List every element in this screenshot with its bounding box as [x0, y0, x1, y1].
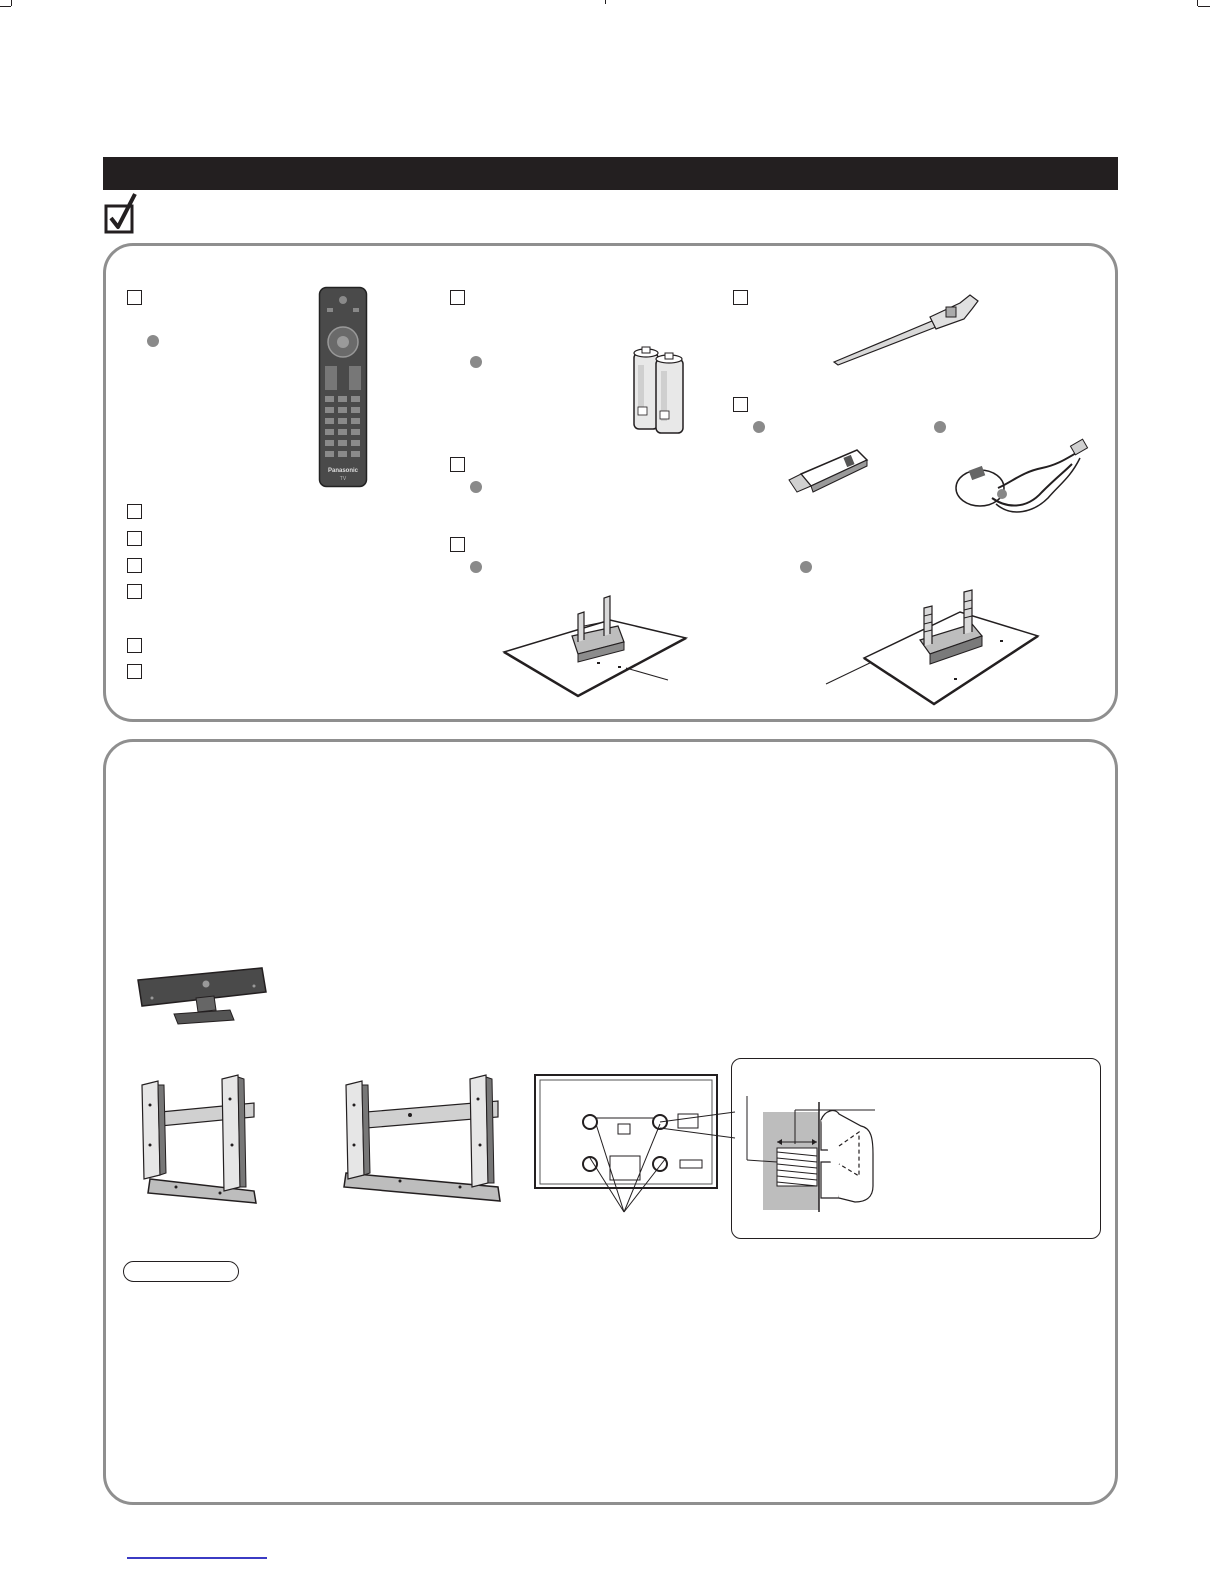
wall-bracket-illustration-1	[136, 1075, 261, 1210]
bullet-icon	[470, 481, 482, 493]
checkbox-batteries[interactable]	[450, 290, 465, 305]
note-label-pill	[123, 1261, 239, 1282]
pedestal-illustration-1	[500, 592, 690, 700]
cable-tie-illustration	[832, 291, 982, 366]
bullet-icon	[800, 561, 812, 573]
camera-bar-illustration	[134, 964, 268, 1026]
checkbox-checked-icon	[104, 192, 138, 234]
checkbox-wireless-items[interactable]	[733, 397, 748, 412]
camera-cable-illustration	[952, 442, 1092, 522]
remote-mode-label: TV	[339, 476, 347, 482]
checkbox-item-7[interactable]	[450, 457, 465, 472]
bullet-icon	[934, 421, 946, 433]
bullet-icon	[753, 421, 765, 433]
checkbox-item-6[interactable]	[127, 664, 142, 679]
wall-bracket-illustration-2	[340, 1075, 505, 1210]
crop-mark-top-center	[605, 0, 606, 4]
section-header-bar	[103, 157, 1118, 190]
bullet-icon	[147, 335, 159, 347]
tv-rear-view-illustration	[530, 1072, 722, 1220]
crop-mark-top-left-h	[0, 6, 11, 7]
checkbox-item-4[interactable]	[127, 584, 142, 599]
remote-brand-label: Panasonic	[327, 468, 359, 474]
checkbox-pedestal[interactable]	[450, 537, 465, 552]
batteries-illustration	[632, 345, 687, 435]
pedestal-illustration-2	[824, 588, 1044, 706]
checkbox-item-2[interactable]	[127, 531, 142, 546]
checkbox-remote-control[interactable]	[127, 290, 142, 305]
checkbox-item-1[interactable]	[127, 504, 142, 519]
checkbox-item-5[interactable]	[127, 638, 142, 653]
crop-mark-top-left-v	[11, 0, 12, 6]
checkbox-item-3[interactable]	[127, 558, 142, 573]
bullet-icon	[470, 561, 482, 573]
usb-adapter-illustration	[787, 446, 869, 494]
screw-detail-illustration	[743, 1090, 883, 1214]
remote-control-illustration	[318, 286, 368, 488]
checkbox-cable-tie[interactable]	[733, 290, 748, 305]
footer-link-underline	[127, 1557, 267, 1559]
crop-mark-top-right-h	[1198, 6, 1210, 7]
bullet-icon	[470, 356, 482, 368]
